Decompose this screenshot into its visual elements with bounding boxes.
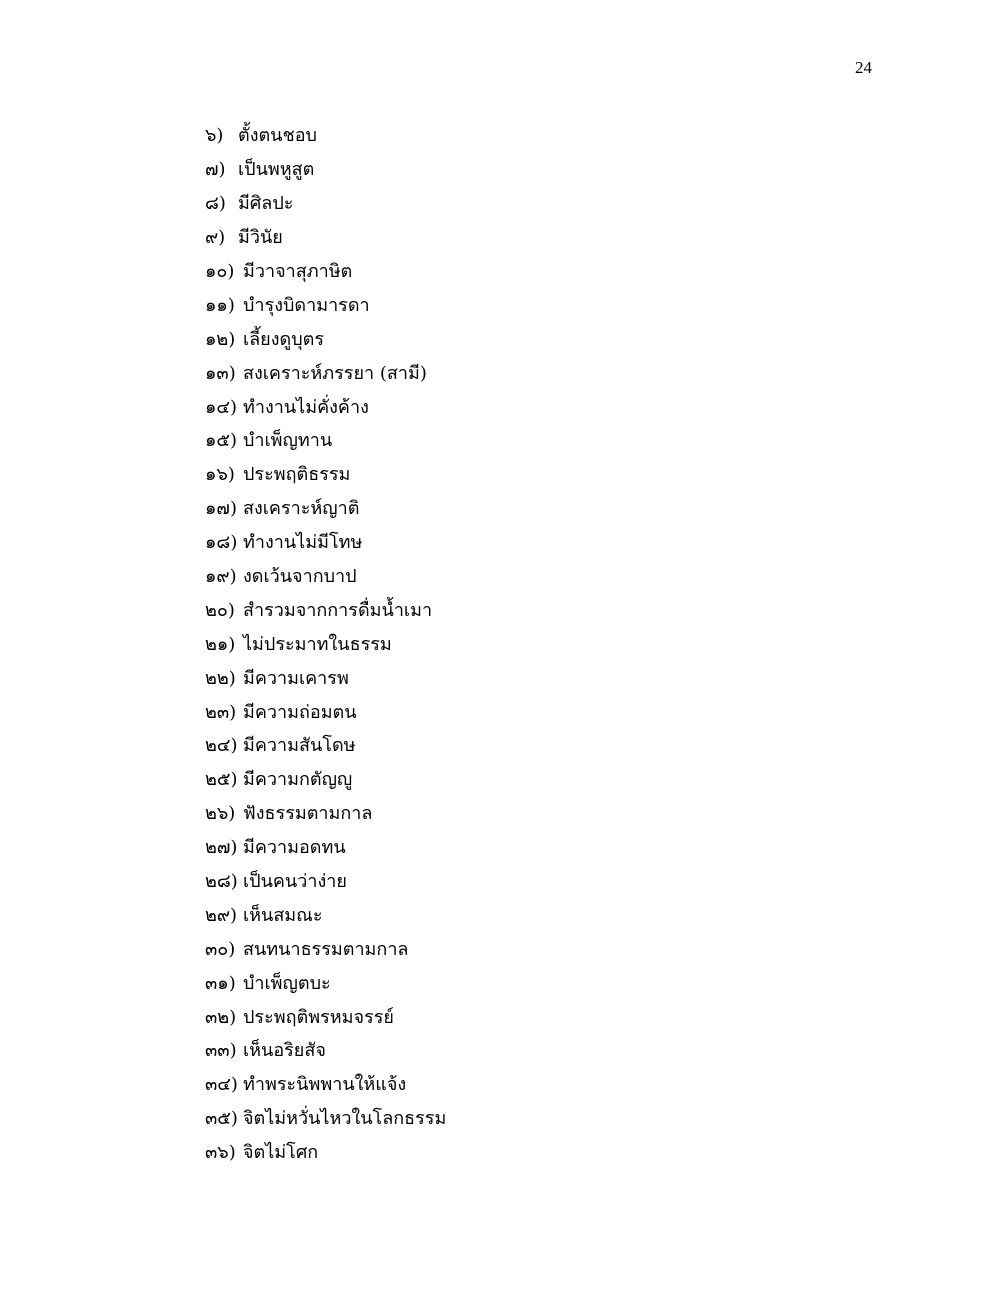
list-item-text: บำเพ็ญตบะ — [243, 972, 331, 994]
list-item — [205, 1135, 446, 1169]
list-item — [205, 220, 446, 254]
list-item-number: ๑๑) — [205, 294, 235, 316]
list-item-text: จิตไม่โศก — [243, 1142, 319, 1164]
list-item-text: มีความสันโดษ — [243, 735, 356, 757]
list-item-number: ๒๓) — [205, 701, 237, 723]
list-item-text: ทำงานไม่คั่งค้าง — [243, 396, 369, 418]
list-item-number: ๑๗) — [205, 498, 237, 520]
list-item-number: ๑๒) — [205, 328, 236, 350]
list-item-number: ๓๕) — [205, 1108, 238, 1130]
list-item — [205, 559, 446, 593]
list-item — [205, 118, 446, 152]
list-item-number: ๖) — [205, 125, 224, 147]
list-item-number: ๒๖) — [205, 803, 236, 825]
list-item-text: ทำพระนิพพานให้แจ้ง — [243, 1074, 407, 1096]
list-item-text: สำรวมจากการดื่มน้ำเมา — [243, 599, 433, 621]
list-item — [205, 321, 446, 355]
list-item — [205, 491, 446, 525]
list-item — [205, 762, 446, 796]
list-item-number: ๒๙) — [205, 904, 238, 926]
list-item — [205, 152, 446, 186]
list-item — [205, 796, 446, 830]
list-item-number: ๑๙) — [205, 566, 237, 588]
list-item-text: เลี้ยงดูบุตร — [243, 328, 324, 350]
list-item — [205, 525, 446, 559]
list-item-text: มีความกตัญญู — [243, 769, 353, 791]
list-item-text: ตั้งตนชอบ — [238, 125, 317, 147]
list-item-text: เห็นสมณะ — [243, 904, 323, 926]
numbered-list — [205, 118, 446, 1169]
list-item-text: เป็นคนว่าง่าย — [243, 871, 347, 893]
list-item — [205, 254, 446, 288]
list-item-text: จิตไม่หวั่นไหวในโลกธรรม — [243, 1108, 447, 1130]
list-item-text: บำเพ็ญทาน — [243, 430, 333, 452]
list-item-number: ๓๔) — [205, 1074, 238, 1096]
list-item-text: มีความเคารพ — [243, 667, 349, 689]
list-item — [205, 592, 446, 626]
list-item-text: บำรุงบิดามารดา — [243, 294, 370, 316]
list-item-text: สงเคราะห์ภรรยา (สามี) — [243, 362, 427, 384]
page-number: 24 — [855, 58, 872, 77]
list-item — [205, 864, 446, 898]
list-item-text: มีความถ่อมตน — [243, 701, 357, 723]
list-item-number: ๓๐) — [205, 938, 236, 960]
list-item — [205, 931, 446, 965]
list-item-number: ๒๘) — [205, 871, 238, 893]
list-item — [205, 423, 446, 457]
list-item — [205, 897, 446, 931]
list-item-text: มีศิลปะ — [238, 193, 294, 215]
list-item-number: ๑๐) — [205, 261, 235, 282]
list-item-number: ๓๑) — [205, 972, 236, 994]
list-item-text: เป็นพหูสูต — [238, 159, 315, 181]
list-item-text: งดเว้นจากบาป — [243, 566, 357, 588]
list-item-number: ๑๖) — [205, 464, 235, 486]
list-item-number: ๑๔) — [205, 396, 238, 418]
list-item-number: ๒๔) — [205, 735, 238, 757]
list-item-text: มีวาจาสุภาษิต — [243, 261, 353, 282]
list-item-number: ๒๐) — [205, 599, 235, 621]
list-item — [205, 999, 446, 1033]
list-item-text: ประพฤติพรหมจรรย์ — [243, 1006, 394, 1028]
list-item-number: ๓๓) — [205, 1040, 237, 1062]
list-item-number: ๙) — [205, 227, 226, 249]
list-item-number: ๓๒) — [205, 1006, 237, 1028]
list-item — [205, 830, 446, 864]
list-item-text: เห็นอริยสัจ — [243, 1040, 326, 1062]
list-item-number: ๒๕) — [205, 769, 238, 791]
list-item — [205, 660, 446, 694]
list-item-text: มีวินัย — [238, 227, 283, 249]
list-item-number: ๒๑) — [205, 633, 236, 655]
list-item — [205, 728, 446, 762]
list-item-number: ๓๖) — [205, 1142, 236, 1164]
list-item-text: ไม่ประมาทในธรรม — [243, 633, 392, 655]
list-item-text: สนทนาธรรมตามกาล — [243, 938, 409, 960]
list-item-number: ๘) — [205, 193, 226, 215]
list-item — [205, 626, 446, 660]
list-item — [205, 1067, 446, 1101]
list-item — [205, 965, 446, 999]
list-item — [205, 694, 446, 728]
list-item-text: สงเคราะห์ญาติ — [243, 498, 360, 520]
list-item-number: ๑๘) — [205, 532, 238, 554]
list-item — [205, 389, 446, 423]
list-item — [205, 186, 446, 220]
list-item — [205, 1033, 446, 1067]
list-item-number: ๒๗) — [205, 837, 238, 859]
list-item — [205, 457, 446, 491]
list-item-text: มีความอดทน — [243, 837, 346, 859]
list-item — [205, 1101, 446, 1135]
list-item-text: ทำงานไม่มีโทษ — [243, 532, 363, 554]
list-item — [205, 287, 446, 321]
list-item-number: ๑๕) — [205, 430, 238, 452]
list-item-number: ๑๓) — [205, 362, 236, 384]
list-item-number: ๗) — [205, 159, 226, 181]
list-item-text: ฟังธรรมตามกาล — [243, 803, 373, 825]
list-item-text: ประพฤติธรรม — [243, 464, 351, 486]
list-item — [205, 355, 446, 389]
list-item-number: ๒๒) — [205, 667, 236, 689]
